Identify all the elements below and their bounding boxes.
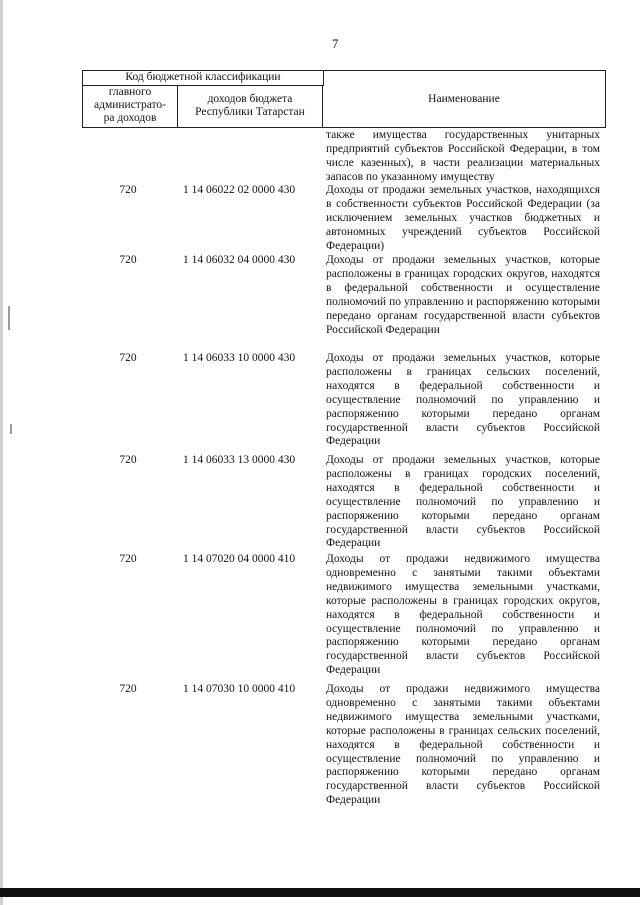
header-col-admin [83,85,178,128]
row-admin-code: 720 [119,683,137,695]
page-number: 7 [332,36,339,51]
row-name: Доходы от продажи недвижимого имущества одновременно с занятыми такими объектами недвижимого имущества земельными участками, которые расположены в границах сельских поселений, находятся в федеральной собственности и осуществление полномочий по управлению и распоряжению которыми передано органам государственной власти субъектов Российской Федерации [326,683,600,807]
scan-edge-left [0,0,3,905]
header-col-admin-line: главного [108,86,152,98]
header-col-admin-line: ра доходов [103,112,157,124]
row-name: Доходы от продажи земельных участков, находящихся в собственности субъектов Российской Федерации (за исключением земельных участков бюджетных и автономных учреждений субъектов Российской Федерации) [326,184,600,252]
header-col-income-line: Республики Татарстан [195,106,305,118]
header-col-admin-line: администрато- [94,99,166,111]
row-income-code: 1 14 07030 10 0000 410 [183,683,296,695]
row-name: Доходы от продажи недвижимого имущества одновременно с занятыми такими объектами недвижимого имущества земельными участками, которые расположены в границах городских округов, находятся в федеральной собственности и осуществление полномочий по управлению и распоряжению которыми передано органам государственной власти субъектов Российской Федерации [326,553,600,677]
header-group-title: Код бюджетной классификации [83,71,324,86]
table-header [82,70,606,128]
row-admin-code: 720 [119,352,137,364]
row-admin-code: 720 [119,184,137,196]
row-income-code: 1 14 06033 13 0000 430 [183,454,296,466]
row-income-code: 1 14 06032 04 0000 430 [183,254,296,266]
row-admin-code: 720 [119,254,137,266]
row-income-code: 1 14 07020 04 0000 410 [183,553,296,565]
row-admin-code: 720 [119,553,137,565]
scan-mark [10,424,12,434]
row-name: Доходы от продажи земельных участков, которые расположены в границах сельских поселений, находятся в федеральной собственности и осуществление полномочий по управлению и распоряжению которыми передано органам государственной власти субъектов Российской Федерации [326,352,600,448]
scan-edge-bottom [0,888,640,897]
continuation-text: также имущества государственных унитарных предприятий субъектов Российской Федерации, в том числе казенных), в части реализации материальных запасов по указанному имуществу [326,129,600,183]
row-income-code: 1 14 06022 02 0000 430 [183,184,296,196]
header-col-income-line: доходов бюджета [207,93,293,105]
row-name: Доходы от продажи земельных участков, которые расположены в границах городских поселений, находятся в федеральной собственности и осуществление полномочий по управлению и распоряжению которыми передано органам государственной власти субъектов Российской Федерации [326,454,600,550]
header-col-name: Наименование [428,93,500,105]
header-col-income [178,85,323,128]
row-name: Доходы от продажи земельных участков, которые расположены в границах городских округов, находятся в федеральной собственности и осуществление полномочий по управлению и распоряжению которыми передано органам государственной власти субъектов Российской Федерации [326,254,600,336]
scan-mark [8,306,10,330]
row-admin-code: 720 [119,454,137,466]
row-income-code: 1 14 06033 10 0000 430 [183,352,296,364]
